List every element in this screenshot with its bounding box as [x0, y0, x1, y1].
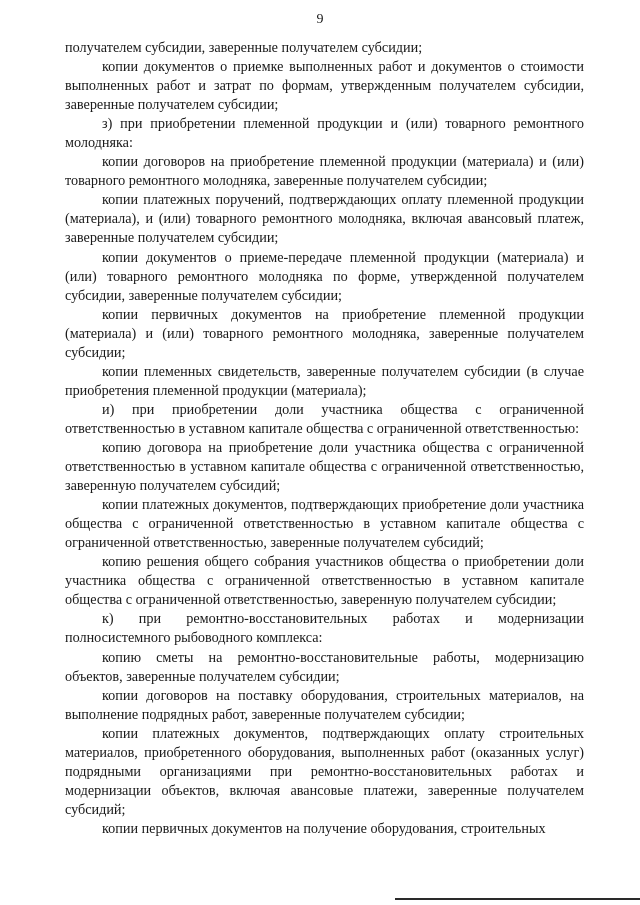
paragraph: копии договоров на приобретение племенной продукции (материала) и (или) товарного ремонтного молодняка, заверенные получателем субсидии;	[65, 154, 584, 190]
paragraph-item-k: к) при ремонтно-восстановительных работах и модернизации полносистемного рыбоводного комплекса:	[65, 611, 584, 647]
scan-edge-line	[395, 898, 640, 900]
paragraph: копии племенных свидетельств, заверенные получателем субсидии (в случае приобретения племенной продукции (материала);	[65, 363, 584, 399]
page-number: 9	[316, 12, 324, 27]
document-body	[65, 39, 584, 839]
paragraph-item-i: и) при приобретении доли участника общества с ограниченной ответственностью в уставном капитале общества с ограниченной ответственностью:	[65, 401, 584, 437]
paragraph: копии платежных поручений, подтверждающих оплату племенной продукции (материала), и (или) товарного ремонтного молодняка, включая авансовый платеж, заверенные получателем субсидии;	[65, 192, 584, 247]
paragraph-truncated: копии первичных документов на получение оборудования, строительных	[102, 820, 546, 837]
paragraph: копии документов о приеме-передаче племенной продукции (материала) и (или) товарного ремонтного молодняка по форме, утвержденной получателем субсидии, заверенные получателем субсидии;	[65, 249, 584, 304]
paragraph: копии первичных документов на приобретение племенной продукции (материала) и (или) товарного ремонтного молодняка, заверенные получателем субсидии;	[65, 306, 584, 361]
paragraph: копии документов о приемке выполненных работ и документов о стоимости выполненных работ и затрат по формам, утвержденным получателем субсидии, заверенные получателем субсидии;	[65, 59, 584, 114]
paragraph: копию решения общего собрания участников общества о приобретении доли участника общества с ограниченной ответственностью в уставном капитале общества с ограниченной ответственностью, заверенную получателем субсидии;	[65, 554, 584, 609]
paragraph-item-z: з) при приобретении племенной продукции и (или) товарного ремонтного молодняка:	[65, 116, 584, 152]
paragraph: копию сметы на ремонтно-восстановительные работы, модернизацию объектов, заверенные получателем субсидии;	[65, 649, 584, 685]
paragraph: копии договоров на поставку оборудования, строительных материалов, на выполнение подрядных работ, заверенные получателем субсидии;	[65, 687, 584, 723]
paragraph: копию договора на приобретение доли участника общества с ограниченной ответственностью в уставном капитале общества с ограниченной ответственностью, заверенную получателем субсидий;	[65, 439, 584, 495]
paragraph: копии платежных документов, подтверждающих приобретение доли участника общества с ограниченной ответственностью в уставном капитале общества с ограниченной ответственностью, заверенные получателем субсидий;	[65, 497, 584, 552]
paragraph: копии платежных документов, подтверждающих оплату строительных материалов, приобретенного оборудования, выполненных работ (оказанных услуг) подрядными организациями при ремонтно-восстановительных работах и модернизации объектов, включая авансовые платежи, заверенные получателем субсидий;	[65, 725, 584, 818]
paragraph-continuation: получателем субсидии, заверенные получателем субсидии;	[65, 40, 423, 56]
